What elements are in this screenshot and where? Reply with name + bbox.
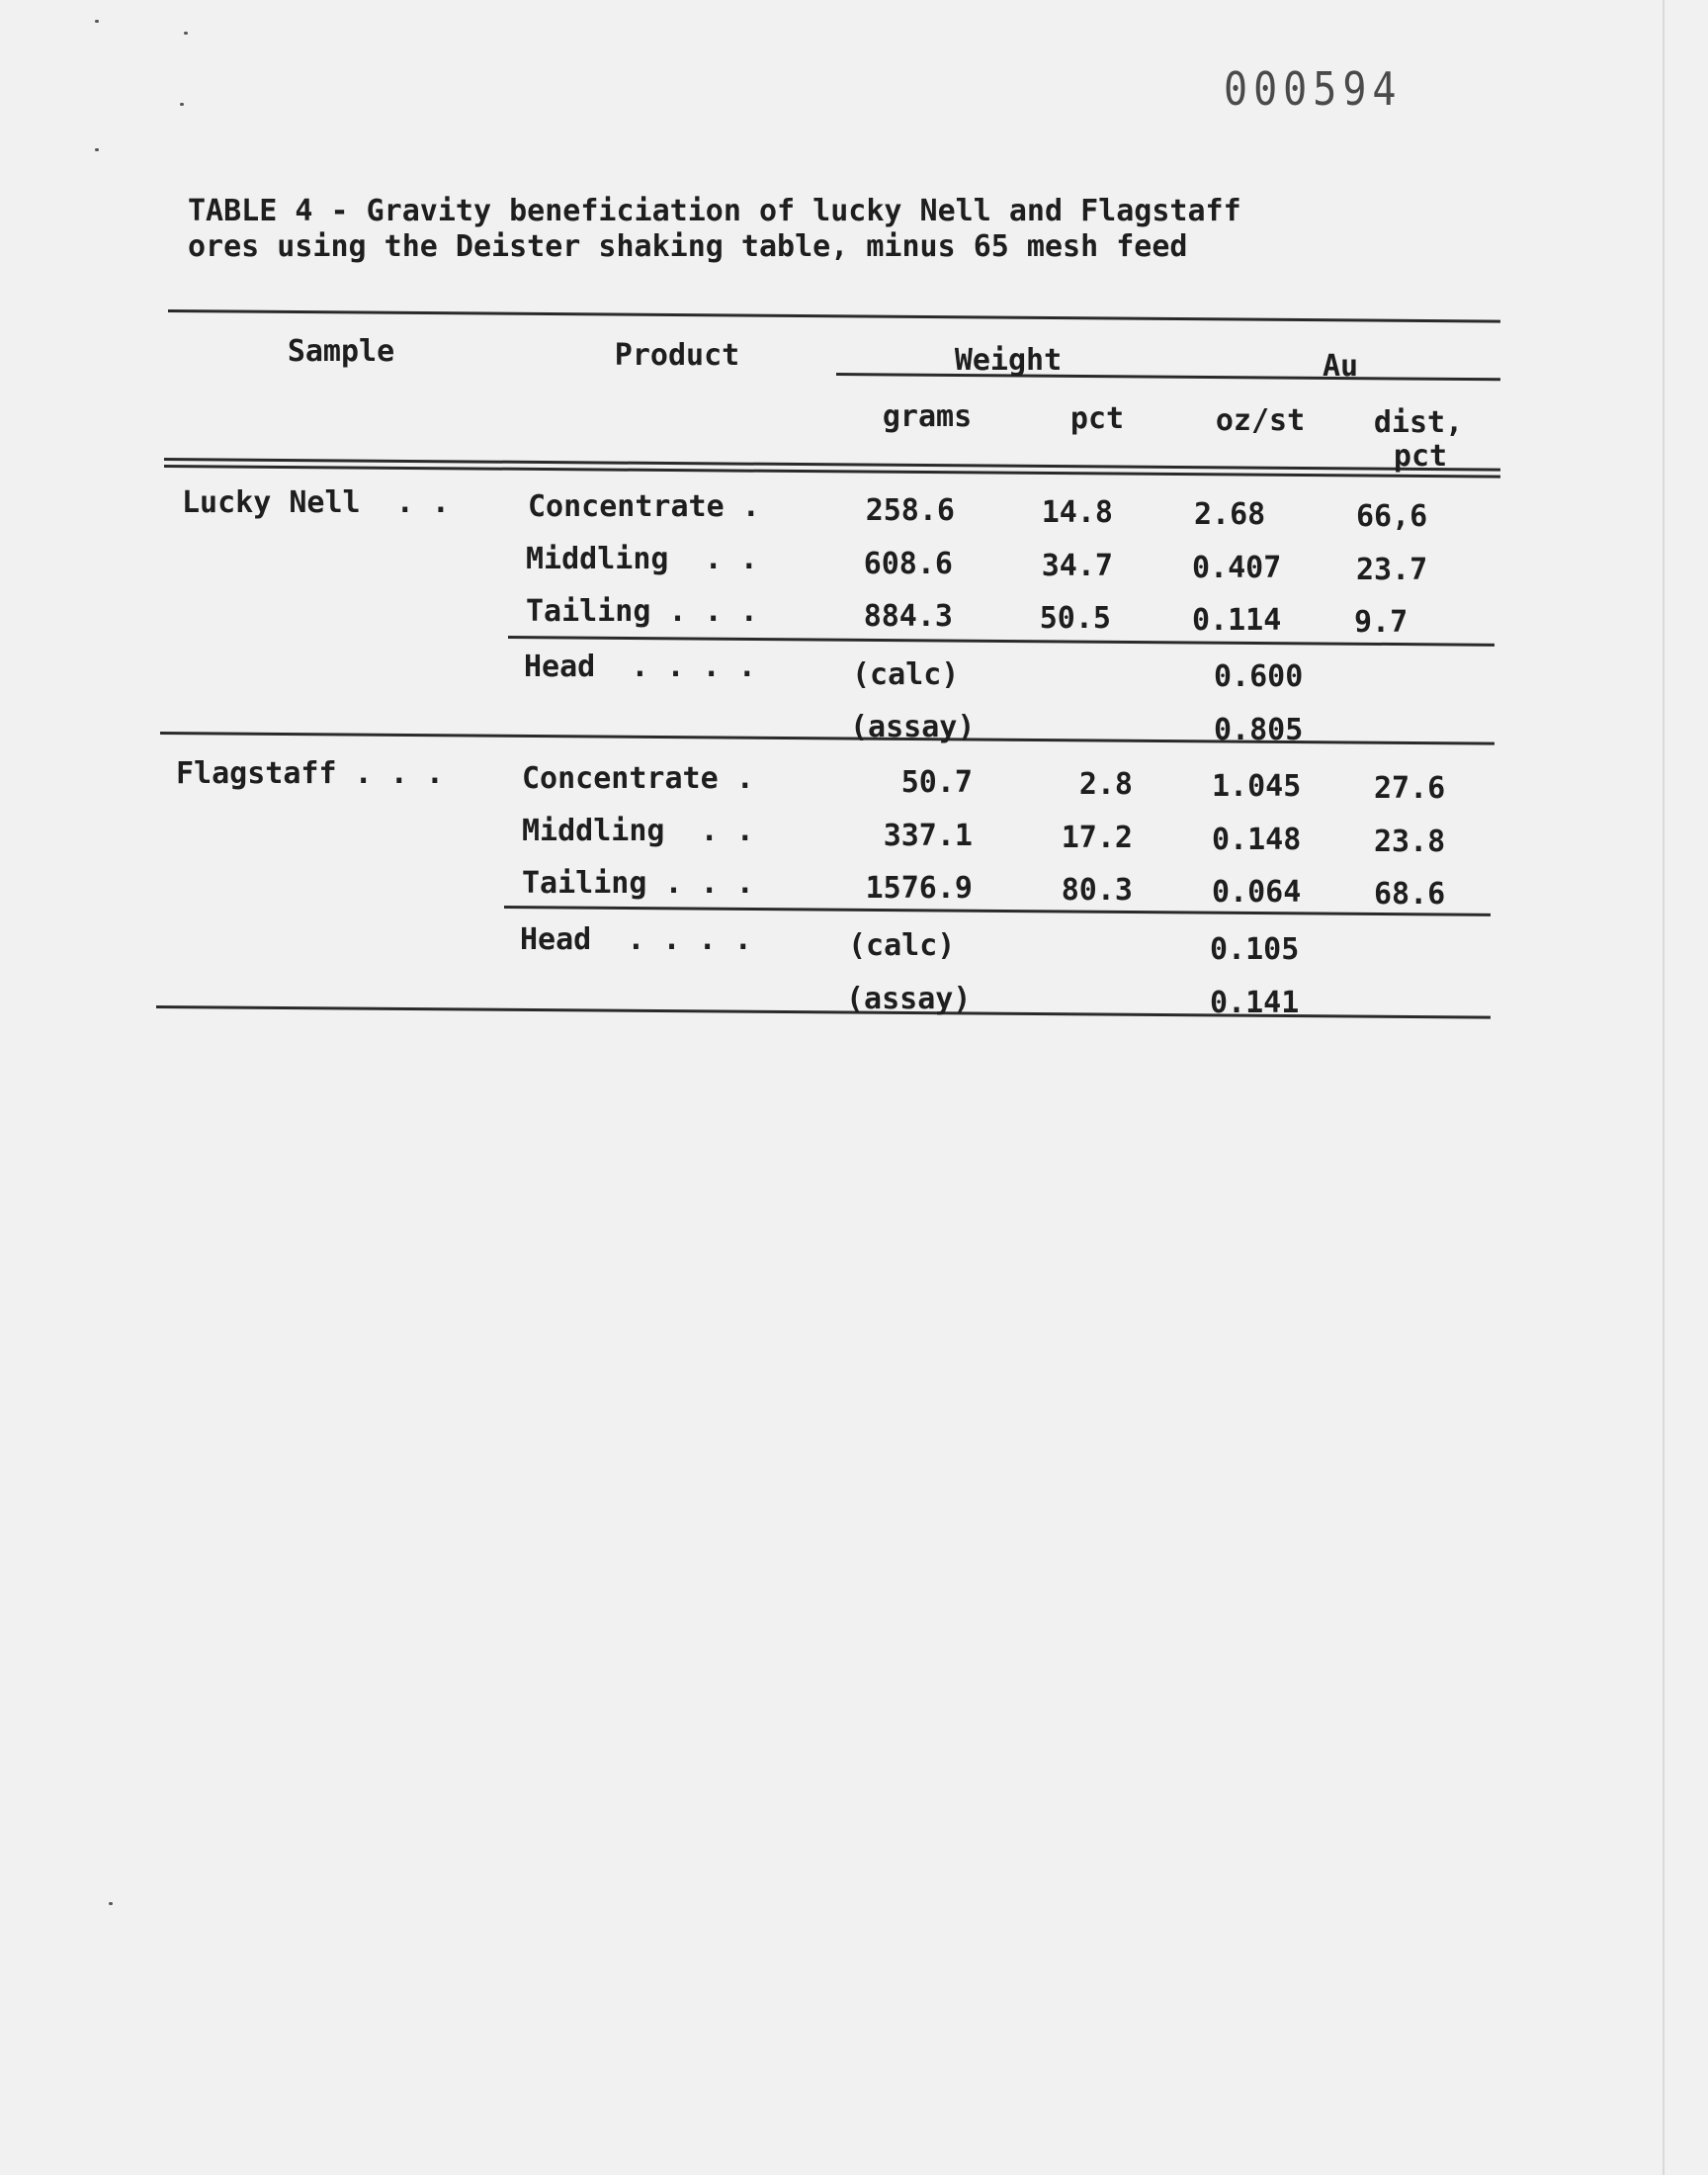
flagstaff-grams-tailing: 1576.9 [865, 871, 973, 906]
document-number: 000594 [1224, 63, 1403, 117]
flagstaff-assay-value: 0.141 [1210, 986, 1300, 1020]
sample-flagstaff: Flagstaff . . . [176, 756, 444, 791]
header-dist-pct: pct [1393, 439, 1448, 474]
flagstaff-product-middling: Middling . . [522, 814, 754, 848]
lucky-nell-dist-concentrate: 66,6 [1356, 499, 1428, 534]
flagstaff-pct-concentrate: 2.8 [1078, 767, 1133, 802]
header-product: Product [614, 338, 740, 373]
lucky-nell-calc-value: 0.600 [1214, 659, 1304, 694]
header-dist: dist, [1373, 405, 1464, 440]
header-grams: grams [882, 399, 973, 434]
caption-line-2: ores using the Deister shaking table, minus 65 mesh feed [188, 229, 1188, 264]
flagstaff-subtotal-rule [504, 906, 1491, 916]
scan-speck [95, 148, 99, 151]
lucky-nell-assay-label: (assay) [850, 710, 976, 744]
header-pct: pct [1069, 401, 1125, 436]
header-weight: Weight [954, 343, 1063, 378]
flagstaff-dist-concentrate: 27.6 [1374, 771, 1446, 806]
flagstaff-ozst-concentrate: 1.045 [1212, 769, 1302, 804]
lucky-nell-pct-concentrate: 14.8 [1041, 495, 1113, 530]
scan-speck [180, 103, 184, 106]
flagstaff-pct-tailing: 80.3 [1061, 873, 1133, 908]
flagstaff-pct-middling: 17.2 [1061, 821, 1133, 855]
flagstaff-dist-middling: 23.8 [1374, 825, 1446, 859]
lucky-nell-dist-tailing: 9.7 [1354, 605, 1409, 640]
flagstaff-assay-label: (assay) [846, 982, 972, 1016]
lucky-nell-ozst-concentrate: 2.68 [1194, 497, 1266, 532]
lucky-nell-calc-label: (calc) [852, 657, 960, 692]
page-edge [1663, 0, 1665, 2175]
lucky-nell-ozst-middling: 0.407 [1192, 551, 1282, 585]
lucky-nell-subtotal-rule [508, 636, 1494, 647]
scan-speck [184, 32, 188, 35]
flagstaff-head-label: Head . . . . [520, 922, 752, 957]
header-au: Au [1322, 349, 1359, 384]
header-oz-st: oz/st [1215, 403, 1306, 438]
lucky-nell-head-label: Head . . . . [524, 650, 756, 684]
lucky-nell-product-middling: Middling . . [526, 542, 758, 576]
lucky-nell-grams-tailing: 884.3 [863, 599, 953, 634]
lucky-nell-grams-middling: 608.6 [863, 547, 953, 581]
flagstaff-product-concentrate: Concentrate . [522, 761, 754, 796]
scan-speck [109, 1902, 113, 1905]
sample-lucky-nell: Lucky Nell . . [182, 485, 450, 520]
table-caption [188, 194, 1241, 265]
lucky-nell-ozst-tailing: 0.114 [1192, 603, 1282, 638]
lucky-nell-pct-middling: 34.7 [1041, 549, 1113, 583]
flagstaff-dist-tailing: 68.6 [1374, 877, 1446, 912]
flagstaff-ozst-middling: 0.148 [1212, 823, 1302, 857]
lucky-nell-product-concentrate: Concentrate . [528, 489, 760, 524]
flagstaff-grams-middling: 337.1 [883, 819, 973, 853]
flagstaff-ozst-tailing: 0.064 [1212, 875, 1302, 910]
top-rule [168, 309, 1500, 323]
caption-line-1: TABLE 4 - Gravity beneficiation of lucky Nell and Flagstaff [188, 194, 1241, 228]
lucky-nell-pct-tailing: 50.5 [1039, 601, 1111, 636]
lucky-nell-dist-middling: 23.7 [1356, 553, 1428, 587]
scan-speck [95, 20, 99, 23]
flagstaff-calc-value: 0.105 [1210, 932, 1300, 967]
flagstaff-product-tailing: Tailing . . . [522, 866, 754, 901]
lucky-nell-grams-concentrate: 258.6 [865, 493, 955, 528]
flagstaff-calc-label: (calc) [848, 928, 956, 963]
flagstaff-grams-concentrate: 50.7 [900, 765, 973, 800]
lucky-nell-product-tailing: Tailing . . . [526, 594, 758, 629]
header-sample: Sample [287, 334, 395, 369]
lucky-nell-assay-value: 0.805 [1214, 713, 1304, 747]
